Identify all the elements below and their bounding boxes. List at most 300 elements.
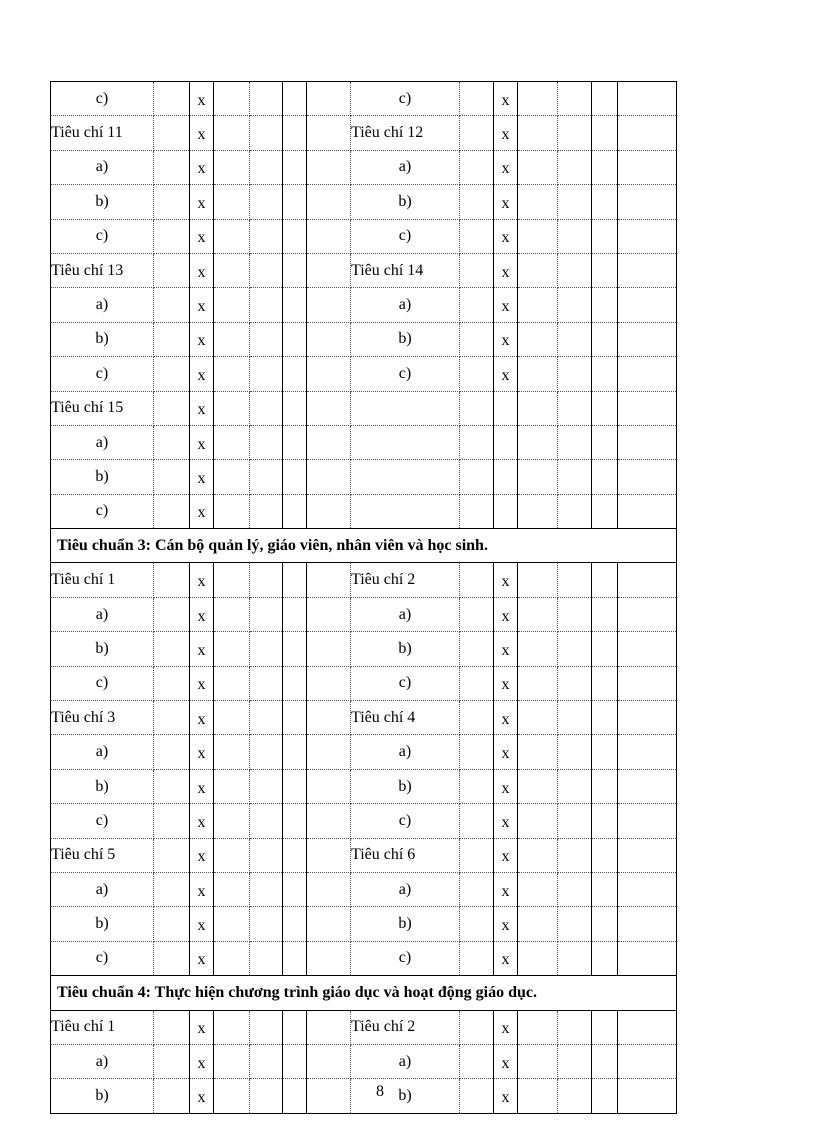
mark-cell-left [190, 735, 214, 769]
empty-cell [460, 735, 494, 769]
mark-cell-right [494, 116, 518, 150]
empty-box-right [592, 941, 618, 975]
empty-cell [518, 391, 558, 425]
x-mark: x [501, 332, 510, 350]
table-row [51, 150, 677, 184]
empty-cell [518, 150, 558, 184]
empty-cell [214, 391, 250, 425]
empty-cell [460, 460, 494, 494]
empty-cell [250, 769, 283, 803]
empty-cell [558, 597, 592, 631]
empty-cell [518, 185, 558, 219]
empty-cell [307, 1010, 351, 1044]
mark-cell-left [190, 563, 214, 597]
empty-cell [154, 632, 190, 666]
empty-cell [460, 632, 494, 666]
empty-cell [618, 116, 677, 150]
empty-box-right [592, 1010, 618, 1044]
empty-cell [618, 872, 677, 906]
empty-cell [154, 391, 190, 425]
empty-box-right [592, 425, 618, 459]
x-mark: x [197, 504, 206, 522]
empty-cell [250, 494, 283, 528]
empty-cell [250, 666, 283, 700]
mark-cell-left [190, 253, 214, 287]
empty-cell [518, 1010, 558, 1044]
empty-cell [460, 838, 494, 872]
mark-cell-right [494, 185, 518, 219]
x-mark: x [197, 1054, 206, 1072]
empty-cell [518, 322, 558, 356]
empty-box-left [283, 494, 307, 528]
empty-box-left [283, 735, 307, 769]
standard-heading: Tiêu chuẩn 4: Thực hiện chương trình giáo dục và hoạt động giáo dục. [51, 976, 677, 1010]
criterion-label-left: c) [51, 494, 154, 528]
x-mark: x [197, 229, 206, 247]
empty-cell [558, 116, 592, 150]
table-row [51, 838, 677, 872]
x-mark: x [197, 160, 206, 178]
empty-cell [214, 735, 250, 769]
empty-box-left [283, 116, 307, 150]
x-mark: x [197, 676, 206, 694]
empty-cell [307, 253, 351, 287]
mark-cell-left [190, 1044, 214, 1078]
x-mark: x [501, 607, 510, 625]
empty-cell [518, 804, 558, 838]
empty-cell [154, 1044, 190, 1078]
x-mark: x [501, 848, 510, 866]
empty-cell [214, 185, 250, 219]
empty-cell [154, 185, 190, 219]
x-mark: x [501, 91, 510, 109]
empty-cell [460, 701, 494, 735]
empty-cell [307, 494, 351, 528]
table-row [51, 185, 677, 219]
evaluation-table [50, 81, 677, 1114]
x-mark: x [197, 401, 206, 419]
empty-cell [351, 391, 460, 425]
empty-cell [618, 357, 677, 391]
mark-cell-left [190, 632, 214, 666]
empty-cell [460, 116, 494, 150]
empty-cell [558, 219, 592, 253]
empty-cell [307, 838, 351, 872]
mark-cell-left [190, 150, 214, 184]
table-row [51, 322, 677, 356]
empty-cell [518, 941, 558, 975]
empty-cell [351, 460, 460, 494]
empty-cell [307, 357, 351, 391]
criterion-label-right: a) [351, 1044, 460, 1078]
criterion-label-left: a) [51, 872, 154, 906]
criterion-label-right: c) [351, 82, 460, 116]
empty-box-right [494, 460, 518, 494]
empty-cell [250, 116, 283, 150]
empty-box-right [592, 701, 618, 735]
x-mark: x [197, 1020, 206, 1038]
mark-cell-left [190, 701, 214, 735]
empty-cell [558, 82, 592, 116]
empty-cell [214, 494, 250, 528]
empty-cell [460, 425, 494, 459]
x-mark: x [197, 882, 206, 900]
empty-cell [460, 357, 494, 391]
empty-cell [307, 597, 351, 631]
empty-cell [518, 494, 558, 528]
empty-cell [250, 907, 283, 941]
criterion-label-left: a) [51, 597, 154, 631]
empty-cell [558, 941, 592, 975]
empty-cell [154, 288, 190, 322]
x-mark: x [197, 848, 206, 866]
mark-cell-left [190, 391, 214, 425]
mark-cell-left [190, 219, 214, 253]
empty-cell [307, 391, 351, 425]
empty-cell [214, 150, 250, 184]
empty-cell [460, 1044, 494, 1078]
empty-cell [558, 391, 592, 425]
empty-cell [307, 804, 351, 838]
x-mark: x [501, 573, 510, 591]
empty-cell [307, 185, 351, 219]
empty-cell [307, 632, 351, 666]
empty-box-left [283, 838, 307, 872]
empty-cell [154, 82, 190, 116]
empty-cell [250, 150, 283, 184]
empty-box-left [283, 597, 307, 631]
mark-cell-left [190, 460, 214, 494]
table-row [51, 804, 677, 838]
empty-cell [250, 219, 283, 253]
empty-cell [307, 563, 351, 597]
x-mark: x [501, 951, 510, 969]
criterion-label-left: Tiêu chí 5 [51, 838, 154, 872]
empty-cell [460, 666, 494, 700]
empty-box-left [283, 322, 307, 356]
criterion-label-right: b) [351, 185, 460, 219]
x-mark: x [501, 298, 510, 316]
empty-box-right [592, 769, 618, 803]
empty-cell [518, 769, 558, 803]
criterion-label-left: Tiêu chí 15 [51, 391, 154, 425]
empty-box-left [283, 941, 307, 975]
mark-cell-left [190, 322, 214, 356]
empty-cell [154, 597, 190, 631]
empty-box-left [283, 907, 307, 941]
empty-cell [307, 288, 351, 322]
empty-cell [558, 460, 592, 494]
criterion-label-left: Tiêu chí 13 [51, 253, 154, 287]
empty-box-left [283, 425, 307, 459]
empty-cell [558, 563, 592, 597]
mark-cell-right [494, 563, 518, 597]
empty-cell [154, 907, 190, 941]
page-number: 8 [376, 1083, 384, 1100]
table-row [51, 116, 677, 150]
empty-cell [618, 150, 677, 184]
empty-box-right [592, 150, 618, 184]
empty-box-left [283, 357, 307, 391]
empty-cell [154, 460, 190, 494]
empty-cell [618, 701, 677, 735]
empty-box-left [283, 563, 307, 597]
criterion-label-right: a) [351, 597, 460, 631]
empty-cell [558, 769, 592, 803]
empty-cell [618, 425, 677, 459]
empty-cell [618, 391, 677, 425]
criterion-label-left: c) [51, 666, 154, 700]
empty-cell [558, 357, 592, 391]
x-mark: x [501, 813, 510, 831]
x-mark: x [501, 917, 510, 935]
empty-cell [618, 253, 677, 287]
empty-cell [460, 907, 494, 941]
x-mark: x [197, 263, 206, 281]
empty-cell [460, 1010, 494, 1044]
criterion-label-left: Tiêu chí 1 [51, 563, 154, 597]
empty-cell [154, 769, 190, 803]
mark-cell-right [494, 838, 518, 872]
empty-cell [214, 804, 250, 838]
empty-cell [250, 391, 283, 425]
empty-box-right [592, 391, 618, 425]
mark-cell-left [190, 288, 214, 322]
empty-cell [214, 357, 250, 391]
table-row [51, 1044, 677, 1078]
x-mark: x [197, 298, 206, 316]
mark-cell-right [494, 632, 518, 666]
empty-cell [618, 82, 677, 116]
empty-cell [154, 253, 190, 287]
table-row [51, 391, 677, 425]
empty-box-right [592, 116, 618, 150]
mark-cell-left [190, 872, 214, 906]
empty-cell [307, 116, 351, 150]
mark-cell-left [190, 597, 214, 631]
empty-box-right [592, 838, 618, 872]
empty-cell [460, 941, 494, 975]
empty-box-left [283, 253, 307, 287]
criterion-label-left: a) [51, 288, 154, 322]
empty-cell [618, 769, 677, 803]
empty-cell [518, 288, 558, 322]
empty-cell [307, 460, 351, 494]
mark-cell-right [494, 322, 518, 356]
x-mark: x [197, 366, 206, 384]
empty-box-right [592, 219, 618, 253]
criterion-label-right: Tiêu chí 12 [351, 116, 460, 150]
empty-cell [307, 1044, 351, 1078]
x-mark: x [197, 573, 206, 591]
empty-cell [558, 150, 592, 184]
empty-cell [460, 322, 494, 356]
mark-cell-left [190, 1010, 214, 1044]
empty-box-right [592, 185, 618, 219]
x-mark: x [501, 1020, 510, 1038]
mark-cell-right [494, 735, 518, 769]
empty-cell [154, 701, 190, 735]
empty-box-right [592, 804, 618, 838]
empty-box-left [283, 82, 307, 116]
empty-cell [460, 563, 494, 597]
criterion-label-left: a) [51, 735, 154, 769]
empty-cell [214, 425, 250, 459]
mark-cell-right [494, 941, 518, 975]
empty-cell [518, 425, 558, 459]
empty-cell [214, 838, 250, 872]
empty-box-right [592, 563, 618, 597]
mark-cell-left [190, 666, 214, 700]
empty-cell [518, 357, 558, 391]
empty-cell [250, 460, 283, 494]
empty-cell [518, 735, 558, 769]
criterion-label-left: b) [51, 632, 154, 666]
empty-box-right [494, 425, 518, 459]
x-mark: x [197, 1089, 206, 1107]
empty-box-left [283, 872, 307, 906]
empty-box-left [283, 288, 307, 322]
empty-cell [618, 288, 677, 322]
x-mark: x [197, 813, 206, 831]
empty-cell [460, 253, 494, 287]
criterion-label-right: c) [351, 804, 460, 838]
mark-cell-left [190, 185, 214, 219]
criterion-label-right: Tiêu chí 2 [351, 1010, 460, 1044]
criterion-label-right: b) [351, 769, 460, 803]
empty-cell [154, 838, 190, 872]
empty-cell [518, 632, 558, 666]
criterion-label-left: a) [51, 425, 154, 459]
x-mark: x [197, 641, 206, 659]
empty-cell [518, 82, 558, 116]
mark-cell-left [190, 116, 214, 150]
empty-cell [154, 804, 190, 838]
empty-box-right [592, 322, 618, 356]
empty-cell [618, 322, 677, 356]
empty-cell [558, 185, 592, 219]
x-mark: x [197, 435, 206, 453]
empty-cell [250, 1010, 283, 1044]
empty-cell [518, 907, 558, 941]
empty-cell [518, 116, 558, 150]
criterion-label-left: Tiêu chí 1 [51, 1010, 154, 1044]
empty-cell [618, 632, 677, 666]
x-mark: x [501, 263, 510, 281]
empty-cell [307, 907, 351, 941]
criterion-label-right: b) [351, 632, 460, 666]
empty-cell [307, 666, 351, 700]
table-row [51, 460, 677, 494]
x-mark: x [197, 332, 206, 350]
empty-cell [154, 563, 190, 597]
x-mark: x [501, 676, 510, 694]
empty-cell [214, 288, 250, 322]
x-mark: x [501, 160, 510, 178]
empty-cell [214, 769, 250, 803]
empty-cell [154, 666, 190, 700]
empty-cell [250, 597, 283, 631]
empty-cell [558, 322, 592, 356]
empty-box-left [283, 701, 307, 735]
empty-cell [558, 804, 592, 838]
empty-cell [460, 185, 494, 219]
criterion-label-left: c) [51, 804, 154, 838]
empty-cell [518, 597, 558, 631]
criterion-label-right: b) [351, 907, 460, 941]
empty-cell [558, 1044, 592, 1078]
empty-cell [460, 82, 494, 116]
x-mark: x [197, 126, 206, 144]
empty-box-left [283, 150, 307, 184]
mark-cell-left [190, 769, 214, 803]
empty-cell [250, 288, 283, 322]
empty-cell [618, 219, 677, 253]
empty-cell [618, 460, 677, 494]
empty-box-left [283, 460, 307, 494]
table-row [51, 82, 677, 116]
criterion-label-left: c) [51, 219, 154, 253]
empty-cell [214, 907, 250, 941]
criterion-label-right: a) [351, 735, 460, 769]
empty-cell [307, 425, 351, 459]
table-row [51, 701, 677, 735]
mark-cell-right [494, 1044, 518, 1078]
criterion-label-left: b) [51, 1079, 154, 1113]
empty-box-left [283, 632, 307, 666]
empty-cell [250, 735, 283, 769]
empty-cell [154, 357, 190, 391]
mark-cell-right [494, 219, 518, 253]
empty-cell [558, 253, 592, 287]
empty-cell [250, 1044, 283, 1078]
criterion-label-right: b) [351, 1079, 460, 1113]
mark-cell-right [494, 666, 518, 700]
x-mark: x [501, 126, 510, 144]
empty-box-left [283, 1010, 307, 1044]
table-row [51, 494, 677, 528]
criterion-label-left: c) [51, 941, 154, 975]
empty-cell [618, 563, 677, 597]
empty-cell [460, 494, 494, 528]
empty-box-right [592, 907, 618, 941]
criterion-label-right: c) [351, 219, 460, 253]
empty-cell [250, 804, 283, 838]
empty-cell [214, 563, 250, 597]
criterion-label-left: b) [51, 185, 154, 219]
empty-cell [154, 116, 190, 150]
empty-box-left [283, 185, 307, 219]
criterion-label-left: b) [51, 322, 154, 356]
mark-cell-left [190, 941, 214, 975]
empty-cell [250, 322, 283, 356]
standard-heading: Tiêu chuẩn 3: Cán bộ quản lý, giáo viên, nhân viên và học sinh. [51, 529, 677, 563]
mark-cell-right [494, 82, 518, 116]
empty-cell [214, 219, 250, 253]
table-row [51, 219, 677, 253]
empty-cell [618, 494, 677, 528]
mark-cell-right [494, 804, 518, 838]
mark-cell-right [494, 872, 518, 906]
empty-cell [558, 701, 592, 735]
mark-cell-right [494, 1010, 518, 1044]
criterion-label-right: b) [351, 322, 460, 356]
table-row [51, 597, 677, 631]
empty-cell [250, 563, 283, 597]
x-mark: x [501, 1089, 510, 1107]
mark-cell-left [190, 838, 214, 872]
criterion-label-right: a) [351, 150, 460, 184]
